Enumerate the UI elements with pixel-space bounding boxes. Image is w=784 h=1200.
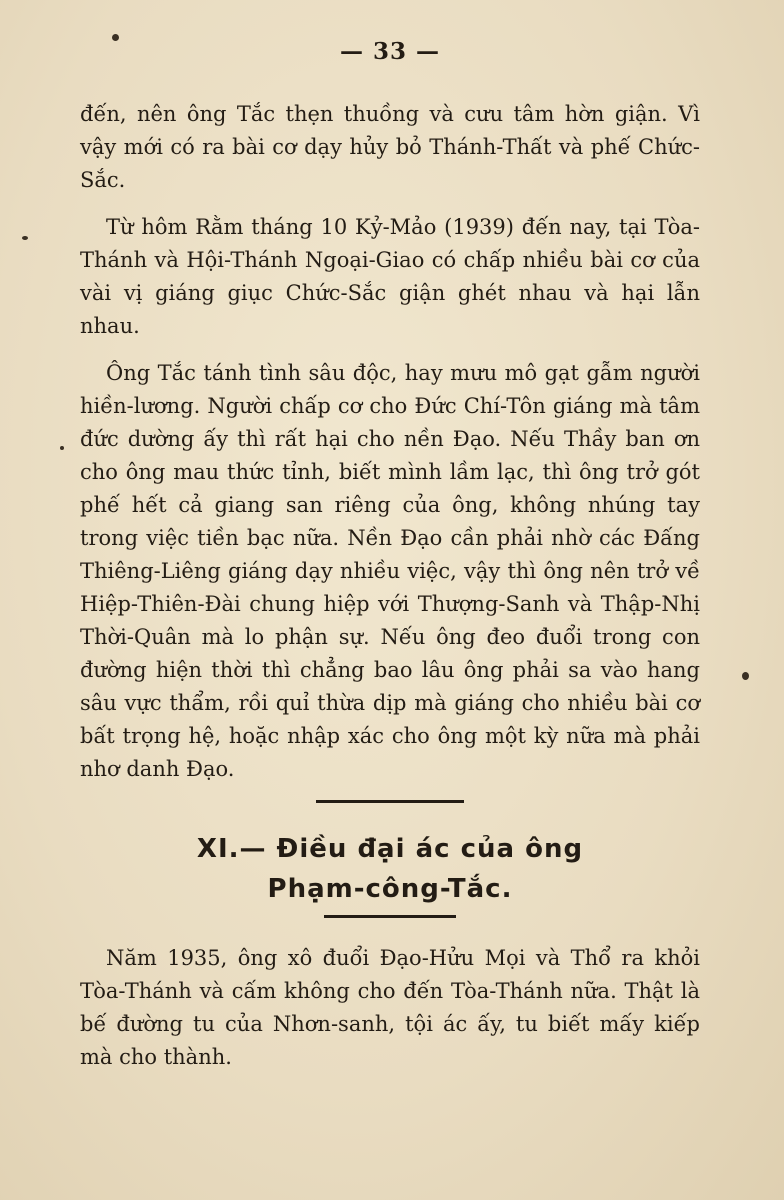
paragraph-ong-tac: Ông Tắc tánh tình sâu độc, hay mưu mô gạt gẫm người hiền-lương. Người chấp cơ cho Đức Chí-Tôn giáng mà tâm đức dường ấy thì rất hại cho nền Đạo. Nếu Thầy ban ơn cho ông mau thức tỉnh, biết mình lầm lạc, thì ông trở gót phế hết cả giang san riêng của ông, không nhúng tay trong việc tiền bạc nữa. Nền Đạo cần phải nhờ các Đấng Thiêng-Liêng giáng dạy nhiều việc, vậy thì ông nên trở về Hiệp-Thiên-Đài chung hiệp với Thượng-Sanh và Thập-Nhị Thời-Quân mà lo phận sự. Nếu ông đeo đuổi trong con đường hiện thời thì chẳng bao lâu ông phải sa vào hang sâu vực thẩm, rồi quỉ thừa dịp mà giáng cho nhiều bài cơ bất trọng hệ, hoặc nhập xác cho ông một kỳ nữa mà phải nhơ danh Đạo. bbox=[80, 361, 700, 781]
section-divider bbox=[316, 800, 464, 803]
section-heading-line1: XI.— Điều đại ác của ông bbox=[196, 834, 584, 864]
ink-speck bbox=[742, 672, 749, 680]
section-heading-line2: Phạm-công-Tắc. bbox=[267, 874, 513, 904]
ink-speck bbox=[60, 446, 64, 450]
page-number: — 33 — bbox=[339, 38, 441, 65]
paragraph-1939-messages: Từ hôm Rằm tháng 10 Kỷ-Mảo (1939) đến nay, tại Tòa-Thánh và Hội-Thánh Ngoại-Giao có chấp nhiều bài cơ của vài vị giáng giục Chức-Sắc giận ghét nhau và hại lẫn nhau. bbox=[80, 215, 700, 338]
ink-speck bbox=[22, 236, 28, 240]
heading-underline bbox=[324, 915, 456, 918]
paragraph-1935: Năm 1935, ông xô đuổi Đạo-Hửu Mọi và Thổ ra khỏi Tòa-Thánh và cấm không cho đến Tòa-Thánh nữa. Thật là bế đường tu của Nhơn-sanh, tội ác ấy, tu biết mấy kiếp mà cho thành. bbox=[80, 946, 700, 1069]
paragraph-continuation: đến, nên ông Tắc thẹn thuồng và cưu tâm hờn giận. Vì vậy mới có ra bài cơ dạy hủy bỏ Thánh-Thất và phế Chức-Sắc. bbox=[80, 102, 700, 192]
ink-speck bbox=[112, 34, 119, 41]
